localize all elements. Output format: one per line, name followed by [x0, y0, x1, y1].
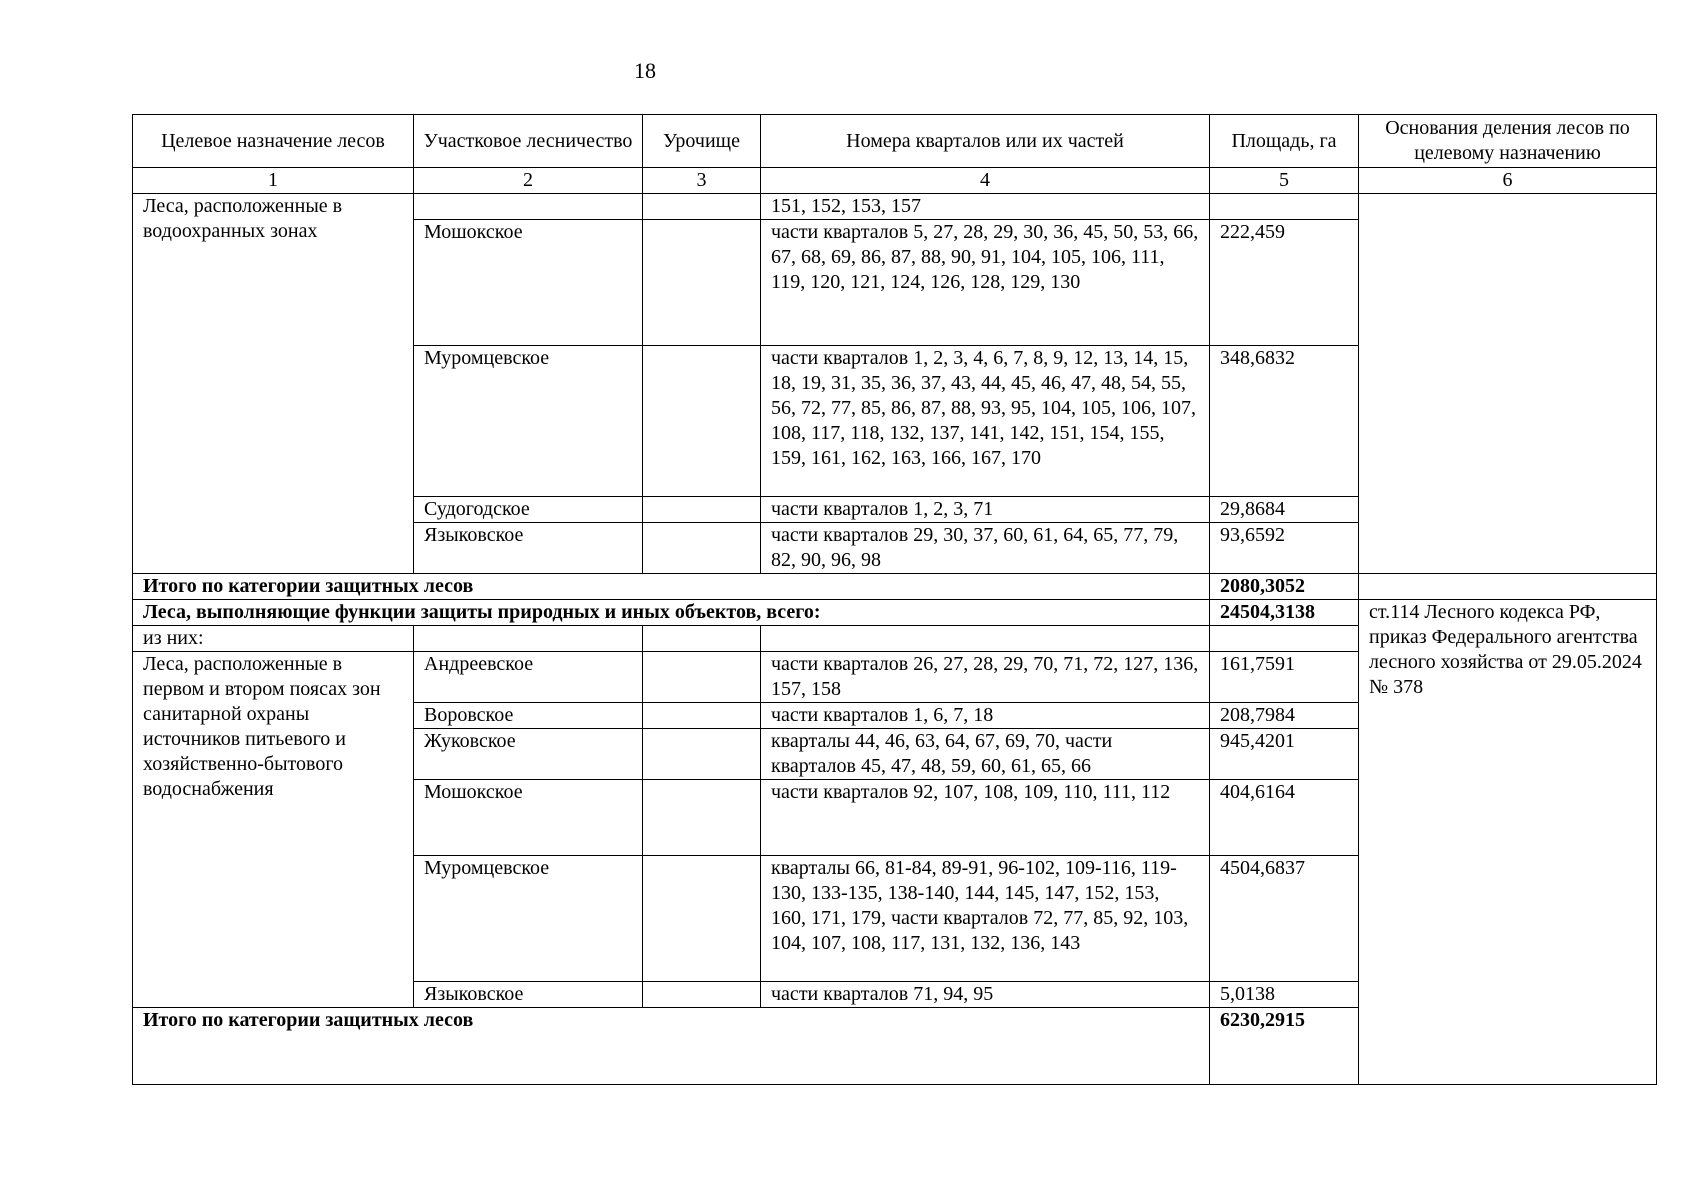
tract-cell — [643, 780, 761, 856]
col-number: 4 — [761, 168, 1210, 194]
tract-cell — [643, 497, 761, 523]
quarters-cell: 151, 152, 153, 157 — [761, 194, 1210, 220]
section-title-row — [133, 600, 1657, 626]
area-cell: 161,7591 — [1210, 652, 1359, 703]
tract-cell — [643, 982, 761, 1008]
table-row — [133, 194, 1657, 220]
total-row — [133, 574, 1657, 600]
quarters-cell: кварталы 66, 81-84, 89-91, 96-102, 109-116, 119-130, 133-135, 138-140, 144, 145, 147, 152, 153, 160, 171, 179, части кварталов 72, 77, 85, 92, 103, 104, 107, 108, 117, 131, 132, 136, 143 — [761, 856, 1210, 982]
total-label: Итого по категории защитных лесов — [133, 1008, 1210, 1085]
forestry-cell — [414, 194, 643, 220]
quarters-cell: части кварталов 5, 27, 28, 29, 30, 36, 45, 50, 53, 66, 67, 68, 69, 86, 87, 88, 90, 91, 104, 105, 106, 111, 119, 120, 121, 124, 126, 128, 129, 130 — [761, 220, 1210, 346]
forestry-cell: Муромцевское — [414, 346, 643, 497]
basis-cell: ст.114 Лесного кодекса РФ, приказ Федерального агентства лесного хозяйства от 29.05.2024 № 378 — [1359, 600, 1657, 1085]
header-row — [133, 115, 1657, 168]
forestry-cell: Муромцевское — [414, 856, 643, 982]
col-number: 2 — [414, 168, 643, 194]
tract-cell — [643, 626, 761, 652]
area-cell: 5,0138 — [1210, 982, 1359, 1008]
quarters-cell: части кварталов 1, 2, 3, 4, 6, 7, 8, 9, 12, 13, 14, 15, 18, 19, 31, 35, 36, 37, 43, 44, 45, 46, 47, 48, 54, 55, 56, 72, 77, 85, 86, 87, 88, 93, 95, 104, 105, 106, 107, 108, 117, 118, 132, 137, 141, 142, 151, 154, 155, 159, 161, 162, 163, 166, 167, 170 — [761, 346, 1210, 497]
quarters-cell: части кварталов 71, 94, 95 — [761, 982, 1210, 1008]
tract-cell — [643, 703, 761, 729]
area-cell: 208,7984 — [1210, 703, 1359, 729]
section-title-area: 24504,3138 — [1210, 600, 1359, 626]
col-number: 1 — [133, 168, 414, 194]
total-label: Итого по категории защитных лесов — [133, 574, 1210, 600]
area-cell: 348,6832 — [1210, 346, 1359, 497]
col-number: 6 — [1359, 168, 1657, 194]
forestry-cell — [414, 626, 643, 652]
quarters-cell: части кварталов 1, 6, 7, 18 — [761, 703, 1210, 729]
forestry-cell: Мошокское — [414, 780, 643, 856]
forestry-cell: Андреевское — [414, 652, 643, 703]
forest-purpose-table — [132, 114, 1657, 1085]
area-cell: 4504,6837 — [1210, 856, 1359, 982]
header-forestry: Участковое лесничество — [414, 115, 643, 168]
purpose-cell: Леса, расположенные в первом и втором поясах зон санитарной охраны источников питьевого и хозяйственно-бытового водоснабжения — [133, 652, 414, 1008]
quarters-cell: части кварталов 92, 107, 108, 109, 110, 111, 112 — [761, 780, 1210, 856]
tract-cell — [643, 220, 761, 346]
column-number-row — [133, 168, 1657, 194]
quarters-cell: части кварталов 29, 30, 37, 60, 61, 64, 65, 77, 79, 82, 90, 96, 98 — [761, 523, 1210, 574]
section-title: Леса, выполняющие функции защиты природных и иных объектов, всего: — [133, 600, 1210, 626]
quarters-cell: кварталы 44, 46, 63, 64, 67, 69, 70, части кварталов 45, 47, 48, 59, 60, 61, 65, 66 — [761, 729, 1210, 780]
basis-cell — [1359, 194, 1657, 574]
forestry-cell: Языковское — [414, 982, 643, 1008]
forestry-cell: Судогодское — [414, 497, 643, 523]
area-cell: 945,4201 — [1210, 729, 1359, 780]
page-number: 18 — [634, 58, 656, 83]
area-cell — [1210, 194, 1359, 220]
basis-cell — [1359, 574, 1657, 600]
forestry-cell: Мошокское — [414, 220, 643, 346]
area-cell: 93,6592 — [1210, 523, 1359, 574]
area-cell: 404,6164 — [1210, 780, 1359, 856]
area-cell: 29,8684 — [1210, 497, 1359, 523]
header-basis: Основания деления лесов по целевому назначению — [1359, 115, 1657, 168]
tract-cell — [643, 652, 761, 703]
tract-cell — [643, 856, 761, 982]
tract-cell — [643, 346, 761, 497]
header-area: Площадь, га — [1210, 115, 1359, 168]
quarters-cell: части кварталов 1, 2, 3, 71 — [761, 497, 1210, 523]
of-them-label: из них: — [133, 626, 414, 652]
forestry-cell: Языковское — [414, 523, 643, 574]
col-number: 5 — [1210, 168, 1359, 194]
area-cell: 222,459 — [1210, 220, 1359, 346]
tract-cell — [643, 729, 761, 780]
header-tract: Урочище — [643, 115, 761, 168]
tract-cell — [643, 194, 761, 220]
forestry-cell: Воровское — [414, 703, 643, 729]
header-purpose: Целевое назначение лесов — [133, 115, 414, 168]
area-cell — [1210, 626, 1359, 652]
total-area: 2080,3052 — [1210, 574, 1359, 600]
total-area: 6230,2915 — [1210, 1008, 1359, 1085]
quarters-cell — [761, 626, 1210, 652]
forestry-cell: Жуковское — [414, 729, 643, 780]
purpose-cell: Леса, расположенные в водоохранных зонах — [133, 194, 414, 574]
quarters-cell: части кварталов 26, 27, 28, 29, 70, 71, 72, 127, 136, 157, 158 — [761, 652, 1210, 703]
tract-cell — [643, 523, 761, 574]
col-number: 3 — [643, 168, 761, 194]
header-quarters: Номера кварталов или их частей — [761, 115, 1210, 168]
